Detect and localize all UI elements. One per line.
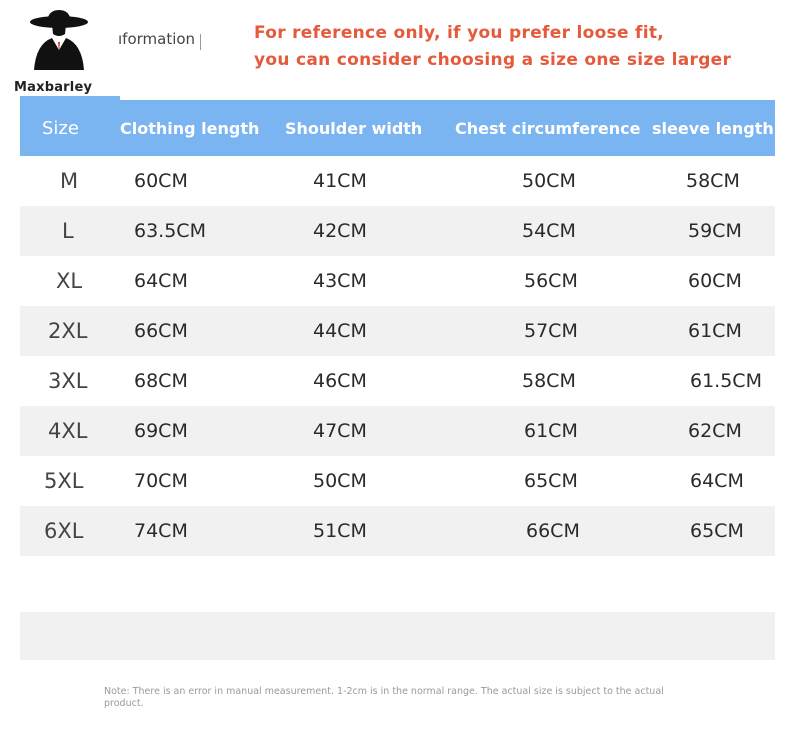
table-row [20, 506, 775, 556]
shoulder-cell: 50CM [313, 470, 367, 492]
header-clothing-length: Clothing length [120, 118, 260, 138]
length-cell: 66CM [134, 320, 188, 342]
shoulder-cell: 43CM [313, 270, 367, 292]
hat-figure-icon [28, 8, 90, 70]
size-cell: L [62, 219, 74, 243]
chest-cell: 57CM [524, 320, 578, 342]
size-cell: 4XL [48, 419, 88, 443]
brand-name: Maxbarley [14, 80, 93, 95]
length-cell: 60CM [134, 170, 188, 192]
chest-cell: 58CM [522, 370, 576, 392]
information-label: ıformation [118, 30, 196, 48]
notice-line-2: you can consider choosing a size one size larger [254, 50, 732, 70]
sleeve-cell: 60CM [688, 270, 742, 292]
measurement-note: Note: There is an error in manual measurement. 1-2cm is in the normal range. The actual size is subject to the actual product. [104, 686, 664, 709]
table-row [20, 306, 775, 356]
length-cell: 70CM [134, 470, 188, 492]
shoulder-cell: 47CM [313, 420, 367, 442]
chest-cell: 54CM [522, 220, 576, 242]
table-row [20, 206, 775, 256]
size-cell: M [60, 169, 79, 193]
size-cell: 6XL [44, 519, 84, 543]
size-table-body [20, 156, 775, 556]
sleeve-cell: 65CM [690, 520, 744, 542]
table-footer-band [20, 612, 775, 660]
table-row [20, 456, 775, 506]
table-row [20, 256, 775, 306]
length-cell: 69CM [134, 420, 188, 442]
size-cell: 5XL [44, 469, 84, 493]
table-header [20, 100, 775, 156]
chest-cell: 50CM [522, 170, 576, 192]
size-cell: 2XL [48, 319, 88, 343]
length-cell: 63.5CM [134, 220, 206, 242]
sleeve-cell: 59CM [688, 220, 742, 242]
shoulder-cell: 51CM [313, 520, 367, 542]
shoulder-cell: 46CM [313, 370, 367, 392]
length-cell: 64CM [134, 270, 188, 292]
brand-logo [10, 8, 110, 98]
length-cell: 68CM [134, 370, 188, 392]
chest-cell: 65CM [524, 470, 578, 492]
header-sleeve-length: sleeve length [652, 118, 774, 138]
divider [200, 34, 201, 50]
size-cell: XL [56, 269, 83, 293]
sleeve-cell: 64CM [690, 470, 744, 492]
notice-line-1: For reference only, if you prefer loose fit, [254, 23, 665, 43]
header-chest-circumference: Chest circumference [455, 118, 641, 138]
size-cell: 3XL [48, 369, 88, 393]
sleeve-cell: 61CM [688, 320, 742, 342]
sleeve-cell: 62CM [688, 420, 742, 442]
header-shoulder-width: Shoulder width [285, 118, 423, 138]
table-row [20, 406, 775, 456]
chest-cell: 56CM [524, 270, 578, 292]
shoulder-cell: 44CM [313, 320, 367, 342]
shoulder-cell: 42CM [313, 220, 367, 242]
chest-cell: 66CM [526, 520, 580, 542]
length-cell: 74CM [134, 520, 188, 542]
table-row [20, 156, 775, 206]
chest-cell: 61CM [524, 420, 578, 442]
sizing-notice [254, 20, 731, 74]
table-row [20, 356, 775, 406]
header-size: Size [42, 117, 79, 139]
shoulder-cell: 41CM [313, 170, 367, 192]
sleeve-cell: 58CM [686, 170, 740, 192]
sleeve-cell: 61.5CM [690, 370, 762, 392]
